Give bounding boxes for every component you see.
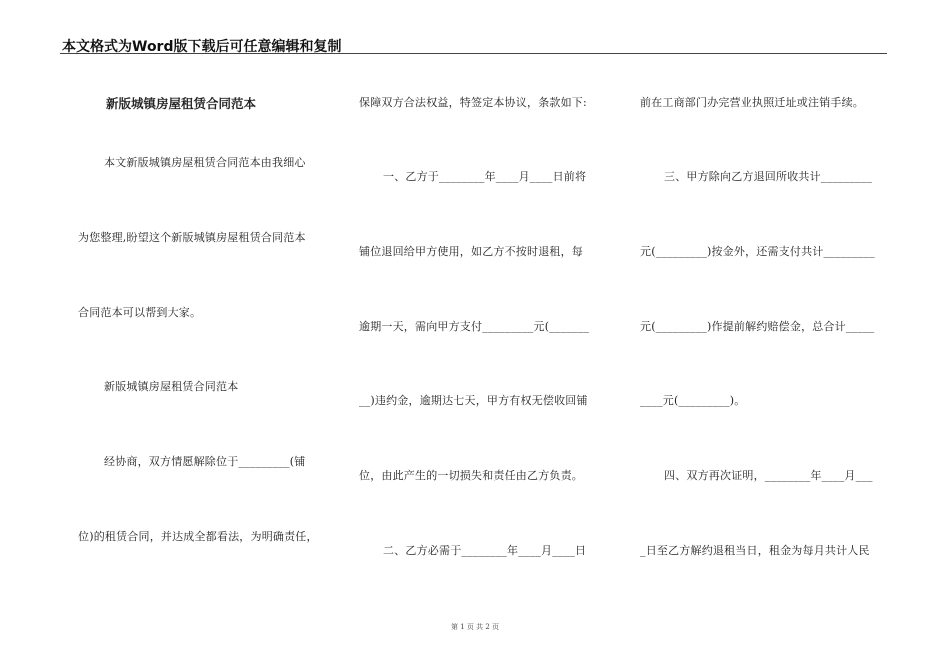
text-line: 位)的租赁合同，并达成全都看法，为明确责任， — [78, 530, 318, 543]
text-line: 位，由此产生的一切损失和责任由乙方负责。 — [359, 469, 583, 482]
header-rule — [60, 53, 887, 54]
section-heading: 新版城镇房屋租赁合同范本 — [104, 380, 239, 393]
text-line: 本文新版城镇房屋租赁合同范本由我细心 — [104, 156, 306, 169]
text-line: 元(_________)作提前解约赔偿金，总合计_____ — [640, 320, 875, 333]
text-line: 经协商，双方情愿解除位于_________(铺 — [104, 455, 306, 468]
text-line: 二、乙方必需于________年____月____日 — [383, 544, 587, 557]
text-line: 前在工商部门办完营业执照迁址或注销手续。 — [640, 96, 864, 109]
text-line: 逾期一天，需向甲方支付_________元(_______ — [359, 320, 590, 333]
text-line: 铺位退回给甲方使用，如乙方不按时退租，每 — [359, 245, 583, 258]
text-line: 合同范本可以帮到大家。 — [78, 306, 202, 319]
text-line: 四、双方再次证明，________年____月___ — [664, 469, 873, 482]
text-line: 一、乙方于________年____月____日前将 — [383, 170, 587, 183]
text-line: ____元(_________)。 — [640, 394, 746, 407]
text-line: 保障双方合法权益，特签定本协议，条款如下: — [359, 96, 587, 109]
text-line: _日至乙方解约退租当日，租金为每月共计人民 — [640, 544, 870, 557]
document-title: 新版城镇房屋租赁合同范本 — [106, 96, 257, 111]
page-number: 第 1 页 共 2 页 — [450, 623, 500, 631]
text-line: 为您整理,盼望这个新版城镇房屋租赁合同范本 — [78, 231, 306, 244]
text-line: __)违约金，逾期达七天，甲方有权无偿收回铺 — [359, 394, 588, 407]
text-line: 三、甲方除向乙方退回所收共计_________ — [664, 170, 873, 183]
text-line: 元(_________)按金外，还需支付共计_________ — [640, 245, 875, 258]
document-header: 本文格式为Word版下载后可任意编辑和复制 — [62, 39, 342, 55]
